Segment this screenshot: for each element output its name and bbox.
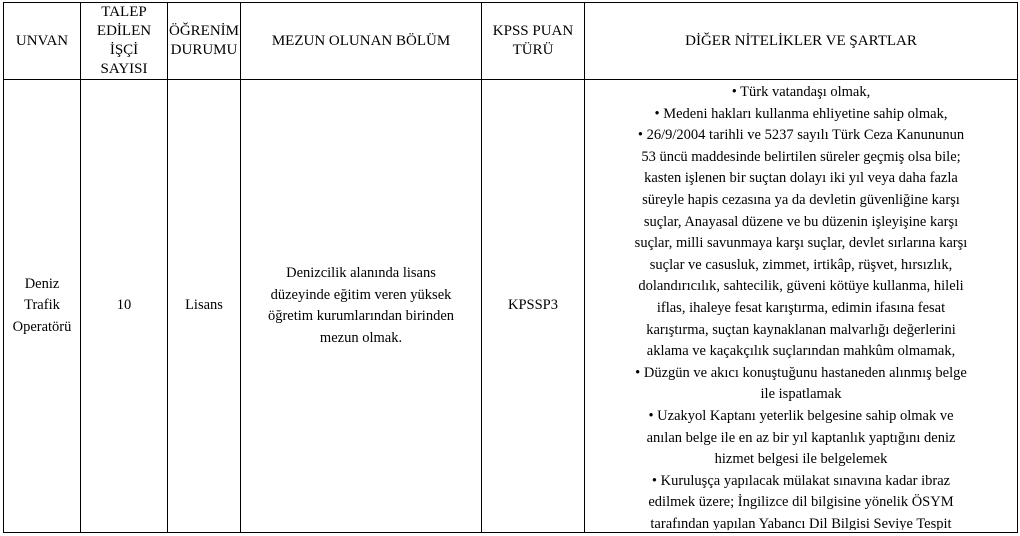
header-diger: DİĞER NİTELİKLER VE ŞARTLAR [585,3,1018,80]
requirement-line: anılan belge ile en az bir yıl kaptanlık yaptığını deniz [646,429,956,446]
requirement-line: • Kuruluşça yapılacak mülakat sınavına kadar ibraz [651,472,951,489]
requirement-line: ile ispatlamak [760,386,842,403]
header-kpss: KPSS PUAN TÜRÜ [482,3,585,80]
requirement-line: • Uzakyol Kaptanı yeterlik belgesine sahip olmak ve [648,407,954,424]
requirement-line: suçlar, Anayasal düzene ve bu düzenin işleyişine karşı [643,213,959,230]
table-row [4,80,1018,533]
requirement-line: aklama ve kaçakçılık suçlarından mahkûm olmamak, [646,343,956,360]
requirement-line: 53 üncü maddesinde belirtilen süreler geçmiş olsa bile; [641,148,961,165]
requirement-line: suçlar, milli savunmaya karşı suçlar, devlet sırlarına karşı [634,235,968,252]
requirement-line: kasten işlenen bir suçtan dolayı iki yıl veya daha fazla [644,170,958,187]
requirement-line: tarafından yapılan Yabancı Dil Bilgisi Seviye Tespit [650,515,952,530]
header-row [4,3,1018,80]
cell-unvan: Deniz Trafik Operatörü [4,80,81,533]
requirement-line: suçlar ve casusluk, zimmet, irtikâp, rüşvet, hırsızlık, [649,256,953,273]
cell-ogrenim: Lisans [168,80,241,533]
requirement-line: süreyle hapis cezasına ya da devletin güvenliğine karşı [642,191,960,208]
job-requirements-table [3,2,1018,533]
cell-kpss: KPSSP3 [482,80,585,533]
header-talep: TALEP EDİLEN İŞÇİ SAYISI [81,3,168,80]
requirement-line: • Medeni hakları kullanma ehliyetine sahip olmak, [654,105,948,122]
requirement-line: • Düzgün ve akıcı konuştuğunu hastaneden alınmış belge [635,364,967,381]
requirements-list [585,82,1017,530]
requirement-line: hizmet belgesi ile belgelemek [714,451,888,468]
requirement-line: edilmek üzere; İngilizce dil bilgisine yönelik ÖSYM [648,494,954,511]
cell-talep: 10 [81,80,168,533]
cell-requirements [585,80,1018,533]
requirement-line: iflas, ihaleye fesat karıştırma, edimin ifasına fesat [656,299,946,316]
header-ogrenim: ÖĞRENİM DURUMU [168,3,241,80]
requirement-line: • 26/9/2004 tarihli ve 5237 sayılı Türk Ceza Kanununun [637,127,965,144]
requirement-line: dolandırıcılık, sahtecilik, güveni kötüye kullanma, hileli [638,278,964,295]
cell-mezun: Denizcilik alanında lisans düzeyinde eğitim veren yüksek öğretim kurumlarından birinden mezun olmak. [241,80,482,533]
header-unvan: UNVAN [4,3,81,80]
header-mezun: MEZUN OLUNAN BÖLÜM [241,3,482,80]
requirement-line: • Türk vatandaşı olmak, [731,84,871,100]
requirement-line: karıştırma, suçtan kaynaklanan malvarlığı değerlerini [646,321,956,338]
